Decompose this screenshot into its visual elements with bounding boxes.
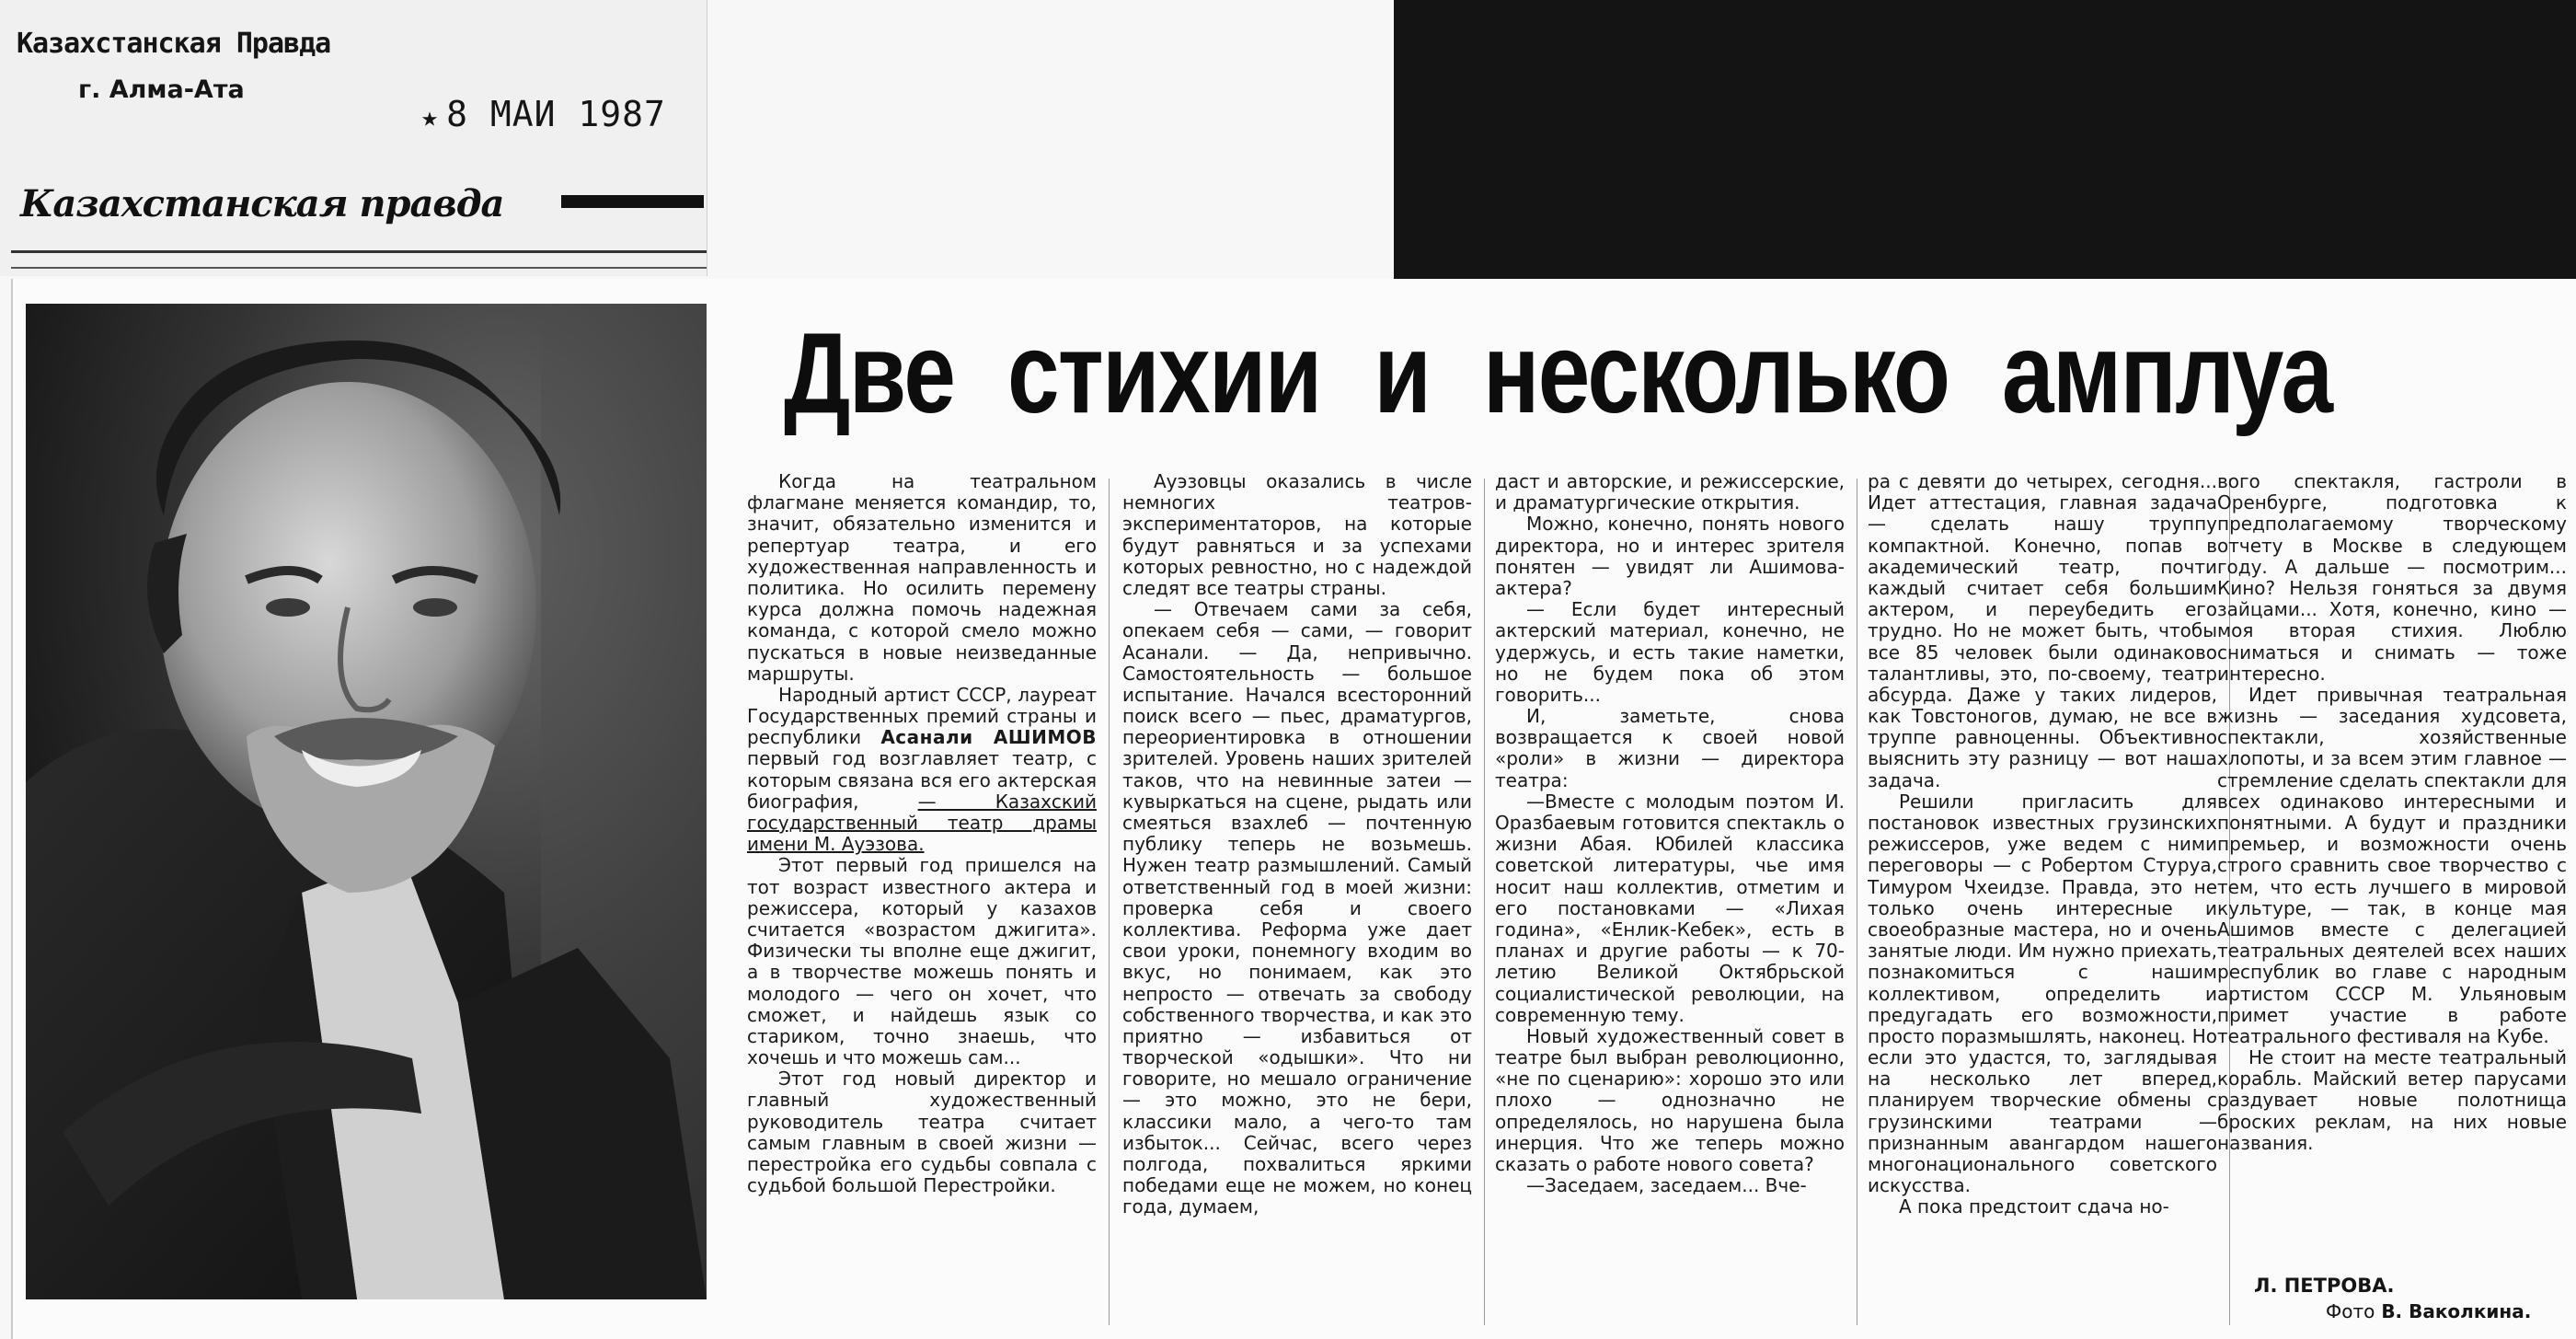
- stamp-city: г. Алма-Ата: [78, 75, 245, 104]
- paragraph: — Если будет интересный актерский материал, конечно, не удержусь, и есть такие наметки, но не будем пока об этом говорить...: [1495, 598, 1845, 706]
- paragraph: вого спектакля, гастроли в Оренбурге, подготовка к предполагаемому творческому отчету в Москве в следующем году. А дальше — посмотрим... Кино? Нельзя гоняться за двумя зайцами... Хотя, конечно, кино — моя вторая стихия. Люблю сниматься и снимать — тоже интересно.: [2217, 471, 2567, 685]
- clipping-stamp: [0, 0, 707, 276]
- column-divider: [1484, 479, 1485, 1325]
- paragraph: Этот первый год пришелся на тот возраст известного актера и режиссера, который у казахов считается «возрастом джигита». Физически ты вполне еще джигит, а в творчестве можешь понять и молодого — чего он хочет, что сможет, и найдешь язык со стариком, точно знаешь, что хочешь и что можешь сам...: [747, 854, 1097, 1069]
- masthead-bar: [561, 195, 704, 208]
- stamp-newspaper-name: Казахстанская Правда: [17, 28, 331, 60]
- paragraph: Решили пригласить для постановок известных грузинских режиссеров, уже ведем с ними переговоры — с Робертом Стуруа, Тимуром Чхеидзе. Правда, это не только очень интересные и своеобразные мастера, но и очень занятые люди. Им нужно приехать, познакомиться с нашим коллективом, определить и предугадать его возможности, просто поразмышлять, наконец. Но если это удастся, то, заглядывая на несколько лет вперед, планируем творческие обмены с грузинскими театрами — признанным авангардом нашего многонационального советского искусства.: [1868, 790, 2217, 1197]
- photo-credit: [2326, 1300, 2531, 1322]
- paragraph: ра с девяти до четырех, сегодня... Идет аттестация, главная задача — сделать нашу труппу компактной. Конечно, попав в академический театр, почти каждый считает себя большим актером, и переубедить его трудно. Но не может быть, чтобы все 85 человек были одинаково талантливы, это, по-своему, театр абсурда. Даже у таких лидеров, как Товстоногов, думаю, не все в труппе равноценны. Объективно выяснить эту разницу — вот наша задача.: [1868, 471, 2217, 791]
- paragraph: даст и авторские, и режиссерские, и драматургические открытия.: [1495, 471, 1845, 514]
- paragraph: Не стоит на месте театральный корабль. Майский ветер парусами раздувает новые полотнища броских реклам, на них новые названия.: [2217, 1046, 2567, 1154]
- paragraph: — Отвечаем сами за себя, опекаем себя — сами, — говорит Асанали. — Да, непривычно. Самостоятельность — большое испытание. Начался всесторонний поиск всего — пьес, драматургов, переориентировка в отношении зрителей. Уровень наших зрителей таков, что на невинные затеи — кувыркаться на сцене, рыдать или смеяться взахлеб — почтенную публику теперь не возьмешь. Нужен театр размышлений. Самый ответственный год в моей жизни: проверка себя и своего коллектива. Реформа уже дает свои уроки, понемногу входим во вкус, но понимаем, как это непросто — отвечать за свободу собственного творчества, и как это приятно — избавиться от творческой «одышки». Что ни говорите, но мешало ограничение — это можно, это не бери, классики мало, а чего-то там избыток... Сейчас, всего через полгода, похвалиться яркими победами еще не можем, но конец года, думаем,: [1122, 598, 1472, 1218]
- paragraph-text: Народный артист СССР, лауреат Государственных премий страны и республики: [747, 683, 1097, 749]
- paragraph: —Заседаем, заседаем... Вче-: [1526, 1174, 1807, 1197]
- paragraph: Идет привычная театральная жизнь — заседания худсовета, спектакли, хозяйственные хлопоты, и за всем этим главное — стремление сделать спектакли для всех одинаково интересными и понятными. А будут и праздники премьер, и возможности очень строго сравнить свое творчество с тем, что есть лучшего в мировой культуре, — так, в конце мая Ашимов вместе с делегацией театральных деятелей всех наших республик во главе с народным артистом СССР М. Ульяновым примет участие в работе театрального фестиваля на Кубе.: [2217, 683, 2567, 1047]
- paragraph: Можно, конечно, понять нового директора, но и интерес зрителя понятен — увидят ли Ашимова-актера?: [1495, 513, 1845, 599]
- stamp-date: 8 МАИ 1987: [446, 94, 666, 134]
- article-column-3: [1495, 471, 1845, 1327]
- theatre-name: — Казахский государственный театр драмы имени М. Ауэзова.: [747, 790, 1097, 856]
- paragraph: —Вместе с молодым поэтом И. Оразбаевым готовится спектакль о жизни Абая. Юбилей классика советской литературы, чье имя носит наш коллектив, отметим и его постановками — «Лихая година», «Енлик-Кебек», есть в планах и другие работы — к 70-летию Великой Октябрьской социалистической революции, на современную тему.: [1495, 790, 1845, 1026]
- person-name: Асанали АШИМОВ: [880, 726, 1097, 749]
- paragraph: Ауэзовцы оказались в числе немногих театров-экспериментаторов, на которые будут равняться и за успехами которых ревностно, но с надеждой следят все театры страны.: [1122, 471, 1472, 599]
- photo-credit-prefix: Фото: [2326, 1300, 2375, 1322]
- article-column-1: [747, 471, 1097, 1327]
- divider-rule: [11, 250, 707, 253]
- article-column-5: [2217, 471, 2567, 1263]
- article-column-2: [1122, 471, 1472, 1327]
- paragraph: И, заметьте, снова возвращается к своей новой «роли» в жизни — директора театра:: [1495, 705, 1845, 791]
- paragraph-text: первый год возглавляет театр, с которым связана вся его актерская биография,: [747, 747, 1097, 813]
- article-headline: Две стихии и несколько амплуа: [784, 310, 2332, 437]
- newspaper-masthead: Казахстанская правда: [20, 182, 504, 225]
- photographer-name: В. Ваколкина.: [2381, 1300, 2532, 1322]
- stamp-date-line: [421, 94, 666, 134]
- paragraph: [747, 685, 1097, 856]
- portrait-illustration: [26, 304, 707, 1299]
- portrait-photo: [26, 304, 707, 1299]
- article-column-4: [1868, 471, 2217, 1327]
- paragraph: Когда на театральном флагмане меняется командир, то, значит, обязательно изменится и репертуар театра, и его художественная направленность и политика. Но осилить перемену курса должна помочь надежная команда, с которой смело можно пускаться в новые неизведанные маршруты.: [747, 471, 1097, 685]
- column-divider: [1109, 479, 1110, 1325]
- paragraph: Этот год новый директор и главный художественный руководитель театра считает самым главным в своей жизни — перестройка его судьбы совпала с судьбой большой Перестройки.: [747, 1068, 1097, 1197]
- star-icon: ★: [421, 101, 440, 133]
- paragraph: Новый художественный совет в театре был выбран революционно, «не по сценарию»: хорошо это или плохо — однозначно не определялось, но нарушена была инерция. Что же теперь можно сказать о работе нового совета?: [1495, 1024, 1845, 1175]
- paragraph: А пока предстоит сдача но-: [1899, 1195, 2169, 1218]
- author-signature: Л. ПЕТРОВА.: [2254, 1275, 2395, 1297]
- dark-background: [1394, 0, 2576, 317]
- divider-rule: [11, 267, 707, 269]
